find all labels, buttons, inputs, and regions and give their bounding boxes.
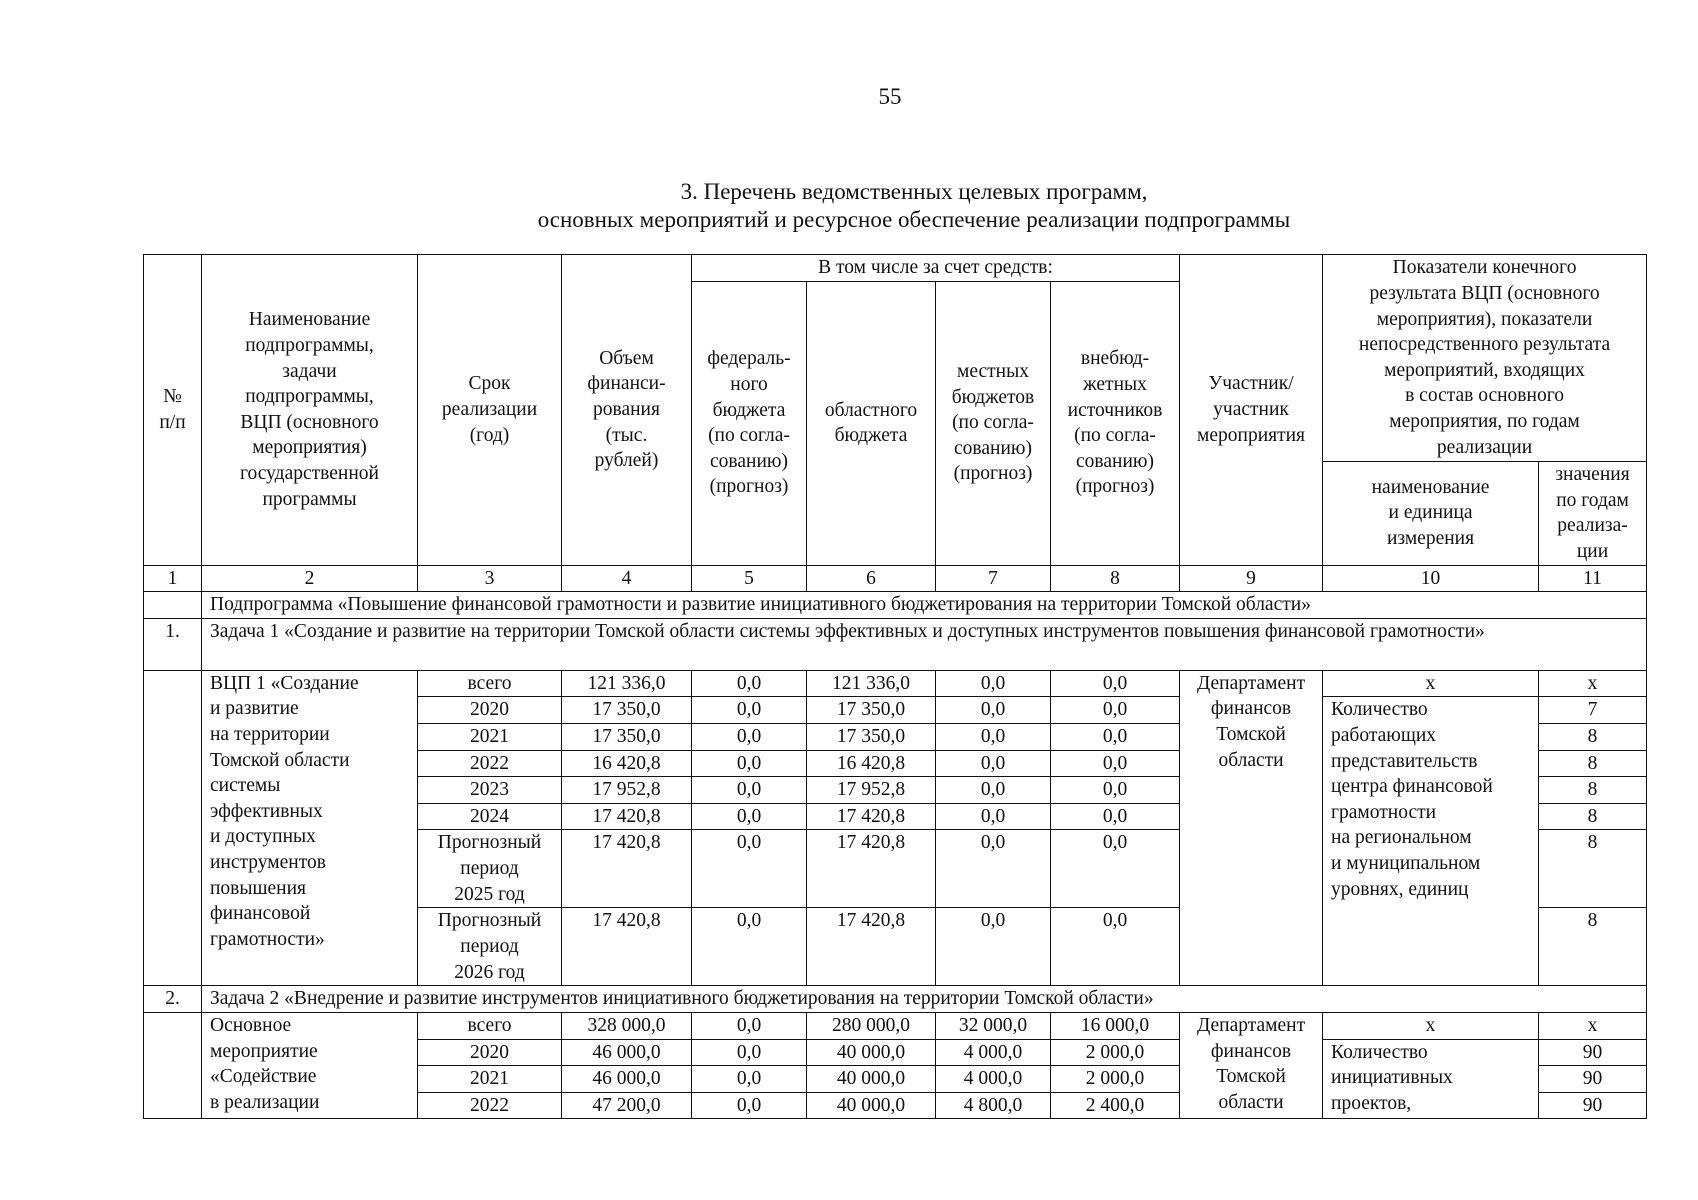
period-cell: 2020	[418, 1039, 562, 1066]
local-cell: 0,0	[936, 908, 1051, 986]
header-regional: областного бюджета	[807, 281, 936, 565]
regional-cell: 280 000,0	[807, 1012, 936, 1039]
header-sources-group: В том числе за счет средств:	[692, 255, 1180, 282]
column-number: 9	[1180, 565, 1323, 592]
column-number: 5	[692, 565, 807, 592]
regional-cell: 17 350,0	[807, 723, 936, 750]
value-cell: 8	[1539, 777, 1647, 804]
header-federal: федераль- ного бюджета (по согла- сованию) (прогноз)	[692, 281, 807, 565]
local-cell: 0,0	[936, 803, 1051, 830]
extrabudget-cell: 2 400,0	[1051, 1092, 1180, 1119]
value-cell: 8	[1539, 803, 1647, 830]
extrabudget-cell: 16 000,0	[1051, 1012, 1180, 1039]
federal-cell: 0,0	[692, 750, 807, 777]
extrabudget-cell: 0,0	[1051, 777, 1180, 804]
total-cell: 328 000,0	[562, 1012, 692, 1039]
column-number: 8	[1051, 565, 1180, 592]
local-cell: 0,0	[936, 750, 1051, 777]
regional-cell: 17 420,8	[807, 803, 936, 830]
local-cell: 4 000,0	[936, 1039, 1051, 1066]
regional-cell: 17 350,0	[807, 697, 936, 724]
federal-cell: 0,0	[692, 697, 807, 724]
federal-cell: 0,0	[692, 723, 807, 750]
task-2-number: 2.	[144, 986, 202, 1013]
extrabudget-cell: 0,0	[1051, 750, 1180, 777]
federal-cell: 0,0	[692, 1092, 807, 1119]
task-2-text: Задача 2 «Внедрение и развитие инструментов инициативного бюджетирования на территории Томской области»	[202, 986, 1647, 1013]
task-1-number: 1.	[144, 618, 202, 670]
measure-2-name: Основное мероприятие «Содействие в реализации	[202, 1012, 418, 1118]
column-number: 6	[807, 565, 936, 592]
local-cell: 0,0	[936, 670, 1051, 697]
regional-cell: 17 420,8	[807, 908, 936, 986]
column-number: 3	[418, 565, 562, 592]
period-cell: 2023	[418, 777, 562, 804]
regional-cell: 121 336,0	[807, 670, 936, 697]
page-number: 55	[878, 84, 902, 109]
extrabudget-cell: 0,0	[1051, 723, 1180, 750]
federal-cell: 0,0	[692, 1012, 807, 1039]
period-cell: 2022	[418, 750, 562, 777]
period-cell: Прогнозный период 2025 год	[418, 830, 562, 908]
regional-cell: 17 952,8	[807, 777, 936, 804]
regional-cell: 40 000,0	[807, 1066, 936, 1093]
extrabudget-cell: 0,0	[1051, 830, 1180, 908]
federal-cell: 0,0	[692, 777, 807, 804]
period-cell: 2021	[418, 723, 562, 750]
total-cell: 17 420,8	[562, 908, 692, 986]
local-cell: 4 800,0	[936, 1092, 1051, 1119]
column-number: 10	[1323, 565, 1539, 592]
value-cell: 7	[1539, 697, 1647, 724]
local-cell: 0,0	[936, 697, 1051, 724]
total-cell: 17 350,0	[562, 723, 692, 750]
regional-cell: 40 000,0	[807, 1092, 936, 1119]
period-cell: Прогнозный период 2026 год	[418, 908, 562, 986]
task-2-row	[144, 986, 1647, 1013]
regional-cell: 17 420,8	[807, 830, 936, 908]
period-cell: 2024	[418, 803, 562, 830]
federal-cell: 0,0	[692, 803, 807, 830]
value-cell: 8	[1539, 723, 1647, 750]
value-cell: 8	[1539, 750, 1647, 777]
header-financing: Объем финанси- рования (тыс. рублей)	[562, 255, 692, 566]
regional-cell: 40 000,0	[807, 1039, 936, 1066]
measure-2-indicator-name: Количество инициативных проектов,	[1323, 1039, 1539, 1119]
vcp-1-name: ВЦП 1 «Создание и развитие на территории Томской области системы эффективных и доступных инструментов повышения финансовой грамотности»	[202, 670, 418, 986]
vcp-1-participant: Департамент финансов Томской области	[1180, 670, 1323, 986]
column-number: 7	[936, 565, 1051, 592]
period-cell: 2020	[418, 697, 562, 724]
header-local: местных бюджетов (по согла- сованию) (прогноз)	[936, 281, 1051, 565]
header-period: Срок реализации (год)	[418, 255, 562, 566]
table-row	[144, 1012, 1647, 1039]
value-cell: х	[1539, 1012, 1647, 1039]
federal-cell: 0,0	[692, 1066, 807, 1093]
local-cell: 0,0	[936, 830, 1051, 908]
title-line-2: основных мероприятий и ресурсное обеспечение реализации подпрограммы	[537, 207, 1291, 232]
header-participant: Участник/ участник мероприятия	[1180, 255, 1323, 566]
extrabudget-cell: 0,0	[1051, 697, 1180, 724]
total-cell: 17 350,0	[562, 697, 692, 724]
header-extrabudget: внебюд- жетных источников (по согла- сованию) (прогноз)	[1051, 281, 1180, 565]
federal-cell: 0,0	[692, 908, 807, 986]
measure-2-participant: Департамент финансов Томской области	[1180, 1012, 1323, 1118]
total-cell: 17 420,8	[562, 803, 692, 830]
value-cell: х	[1539, 670, 1647, 697]
federal-cell: 0,0	[692, 670, 807, 697]
federal-cell: 0,0	[692, 830, 807, 908]
column-number: 1	[144, 565, 202, 592]
extrabudget-cell: 0,0	[1051, 908, 1180, 986]
title-line-1: 3. Перечень ведомственных целевых программ,	[680, 179, 1148, 204]
extrabudget-cell: 0,0	[1051, 670, 1180, 697]
total-cell: 17 420,8	[562, 830, 692, 908]
header-name: Наименование подпрограммы, задачи подпрограммы, ВЦП (основного мероприятия) государственной программы	[202, 255, 418, 566]
local-cell: 4 000,0	[936, 1066, 1051, 1093]
local-cell: 0,0	[936, 723, 1051, 750]
extrabudget-cell: 2 000,0	[1051, 1066, 1180, 1093]
value-cell: 8	[1539, 830, 1647, 908]
task-1-text: Задача 1 «Создание и развитие на территории Томской области системы эффективных и доступных инструментов повышения финансовой грамотности»	[202, 618, 1647, 670]
program-table	[143, 254, 1647, 1119]
indicator-total-cell: х	[1323, 1012, 1539, 1039]
extrabudget-cell: 2 000,0	[1051, 1039, 1180, 1066]
value-cell: 8	[1539, 908, 1647, 986]
table-row	[144, 670, 1647, 697]
column-number: 4	[562, 565, 692, 592]
total-cell: 16 420,8	[562, 750, 692, 777]
vcp-1-indicator-name: Количество работающих представительств центра финансовой грамотности на региональном и муниципальном уровнях, единиц	[1323, 697, 1539, 986]
value-cell: 90	[1539, 1092, 1647, 1119]
value-cell: 90	[1539, 1039, 1647, 1066]
header-number: № п/п	[144, 255, 202, 566]
period-cell: всего	[418, 1012, 562, 1039]
total-cell: 121 336,0	[562, 670, 692, 697]
regional-cell: 16 420,8	[807, 750, 936, 777]
local-cell: 32 000,0	[936, 1012, 1051, 1039]
column-number: 11	[1539, 565, 1647, 592]
section-title	[0, 178, 1698, 234]
subprogram-row	[144, 592, 1647, 619]
header-indicator-values: значения по годам реализа- ции	[1539, 461, 1647, 565]
column-numbers-row	[144, 565, 1647, 592]
subprogram-title: Подпрограмма «Повышение финансовой грамотности и развитие инициативного бюджетирования на территории Томской области»	[202, 592, 1647, 619]
total-cell: 46 000,0	[562, 1066, 692, 1093]
value-cell: 90	[1539, 1066, 1647, 1093]
period-cell: 2021	[418, 1066, 562, 1093]
column-number: 2	[202, 565, 418, 592]
total-cell: 47 200,0	[562, 1092, 692, 1119]
federal-cell: 0,0	[692, 1039, 807, 1066]
period-cell: всего	[418, 670, 562, 697]
task-1-row	[144, 618, 1647, 670]
extrabudget-cell: 0,0	[1051, 803, 1180, 830]
header-indicator-name: наименование и единица измерения	[1323, 461, 1539, 565]
total-cell: 46 000,0	[562, 1039, 692, 1066]
local-cell: 0,0	[936, 777, 1051, 804]
indicator-total-cell: х	[1323, 670, 1539, 697]
period-cell: 2022	[418, 1092, 562, 1119]
total-cell: 17 952,8	[562, 777, 692, 804]
header-indicators-group: Показатели конечного результата ВЦП (основного мероприятия), показатели непосредственного результата мероприятий, входящих в состав основного мероприятия, по годам реализации	[1323, 255, 1647, 462]
